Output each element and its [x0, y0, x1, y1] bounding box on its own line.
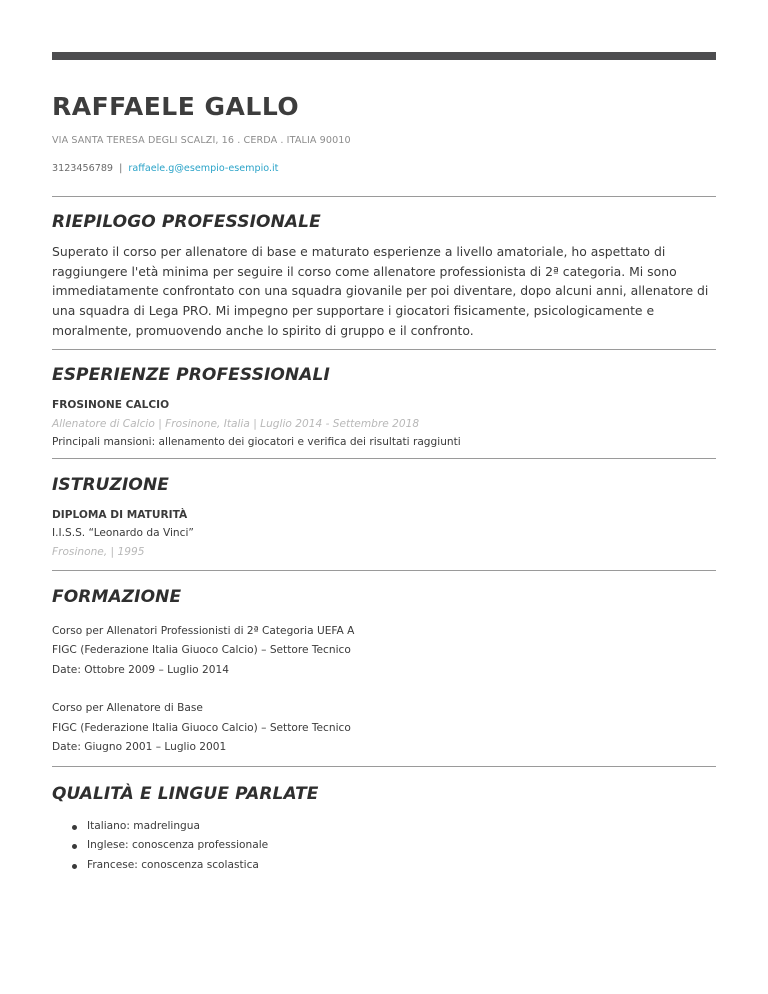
candidate-name: RAFFAELE GALLO — [52, 92, 300, 121]
course-dates: Date: Ottobre 2009 – Luglio 2014 — [52, 663, 229, 676]
section-title-experience: ESPERIENZE PROFESSIONALI — [52, 364, 330, 385]
course-organization: FIGC (Federazione Italia Giuoco Calcio) – Settore Tecnico — [52, 644, 351, 657]
job-duties: Principali mansioni: allenamento dei giocatori e verifica dei risultati raggiunti — [52, 435, 461, 448]
job-meta: Allenatore di Calcio | Frosinone, Italia | Luglio 2014 - Settembre 2018 — [52, 417, 420, 430]
section-title-training: FORMAZIONE — [52, 586, 182, 607]
address: VIA SANTA TERESA DEGLI SCALZI, 16 . CERDA . ITALIA 90010 — [52, 135, 351, 146]
language-list — [52, 817, 716, 876]
course-name: Corso per Allenatori Professionisti di 2ª Categoria UEFA A — [52, 624, 355, 637]
summary-text: Superato il corso per allenatore di base e maturato esperienze a livello amatoriale, ho aspettato di raggiungere l'età minima per seguire il corso come allenatore professionista di 2ª categoria. Mi sono immediatamente confrontato con una squadra giovanile per poi diventare, dopo alcuni anni, allenatore di una squadra di Lega PRO. Mi impegno per supportare i giocatori fisicamente, psicologicamente e moralmente, promuovendo anche lo spirito di gruppo e il confronto. — [52, 244, 709, 338]
contact-line — [52, 162, 716, 176]
language-item: Inglese: conoscenza professionale — [87, 839, 269, 852]
list-item — [52, 856, 716, 876]
training-course — [52, 622, 716, 681]
language-item: Francese: conoscenza scolastica — [87, 859, 259, 872]
school-name: I.I.S.S. “Leonardo da Vinci” — [52, 526, 194, 539]
course-name: Corso per Allenatore di Base — [52, 702, 203, 715]
course-dates: Date: Giugno 2001 – Luglio 2001 — [52, 741, 227, 754]
section-title-education: ISTRUZIONE — [52, 474, 170, 495]
divider — [52, 766, 716, 767]
divider — [52, 196, 716, 197]
header-bar — [52, 52, 716, 60]
divider — [52, 458, 716, 459]
education-meta: Frosinone, | 1995 — [52, 545, 145, 558]
list-item — [52, 817, 716, 837]
training-course — [52, 699, 716, 758]
employer-name: FROSINONE CALCIO — [52, 398, 170, 411]
divider — [52, 570, 716, 571]
section-title-summary: RIEPILOGO PROFESSIONALE — [52, 212, 321, 232]
contact-separator: | — [119, 163, 123, 174]
phone-number: 3123456789 — [52, 163, 114, 174]
list-item — [52, 836, 716, 856]
degree-name: DIPLOMA DI MATURITÀ — [52, 508, 188, 521]
divider — [52, 349, 716, 350]
email-link[interactable]: raffaele.g@esempio-esempio.it — [128, 163, 279, 174]
language-item: Italiano: madrelingua — [87, 819, 200, 832]
course-organization: FIGC (Federazione Italia Giuoco Calcio) – Settore Tecnico — [52, 721, 351, 734]
section-title-skills: QUALITÀ E LINGUE PARLATE — [52, 783, 319, 804]
resume-page — [52, 52, 716, 876]
